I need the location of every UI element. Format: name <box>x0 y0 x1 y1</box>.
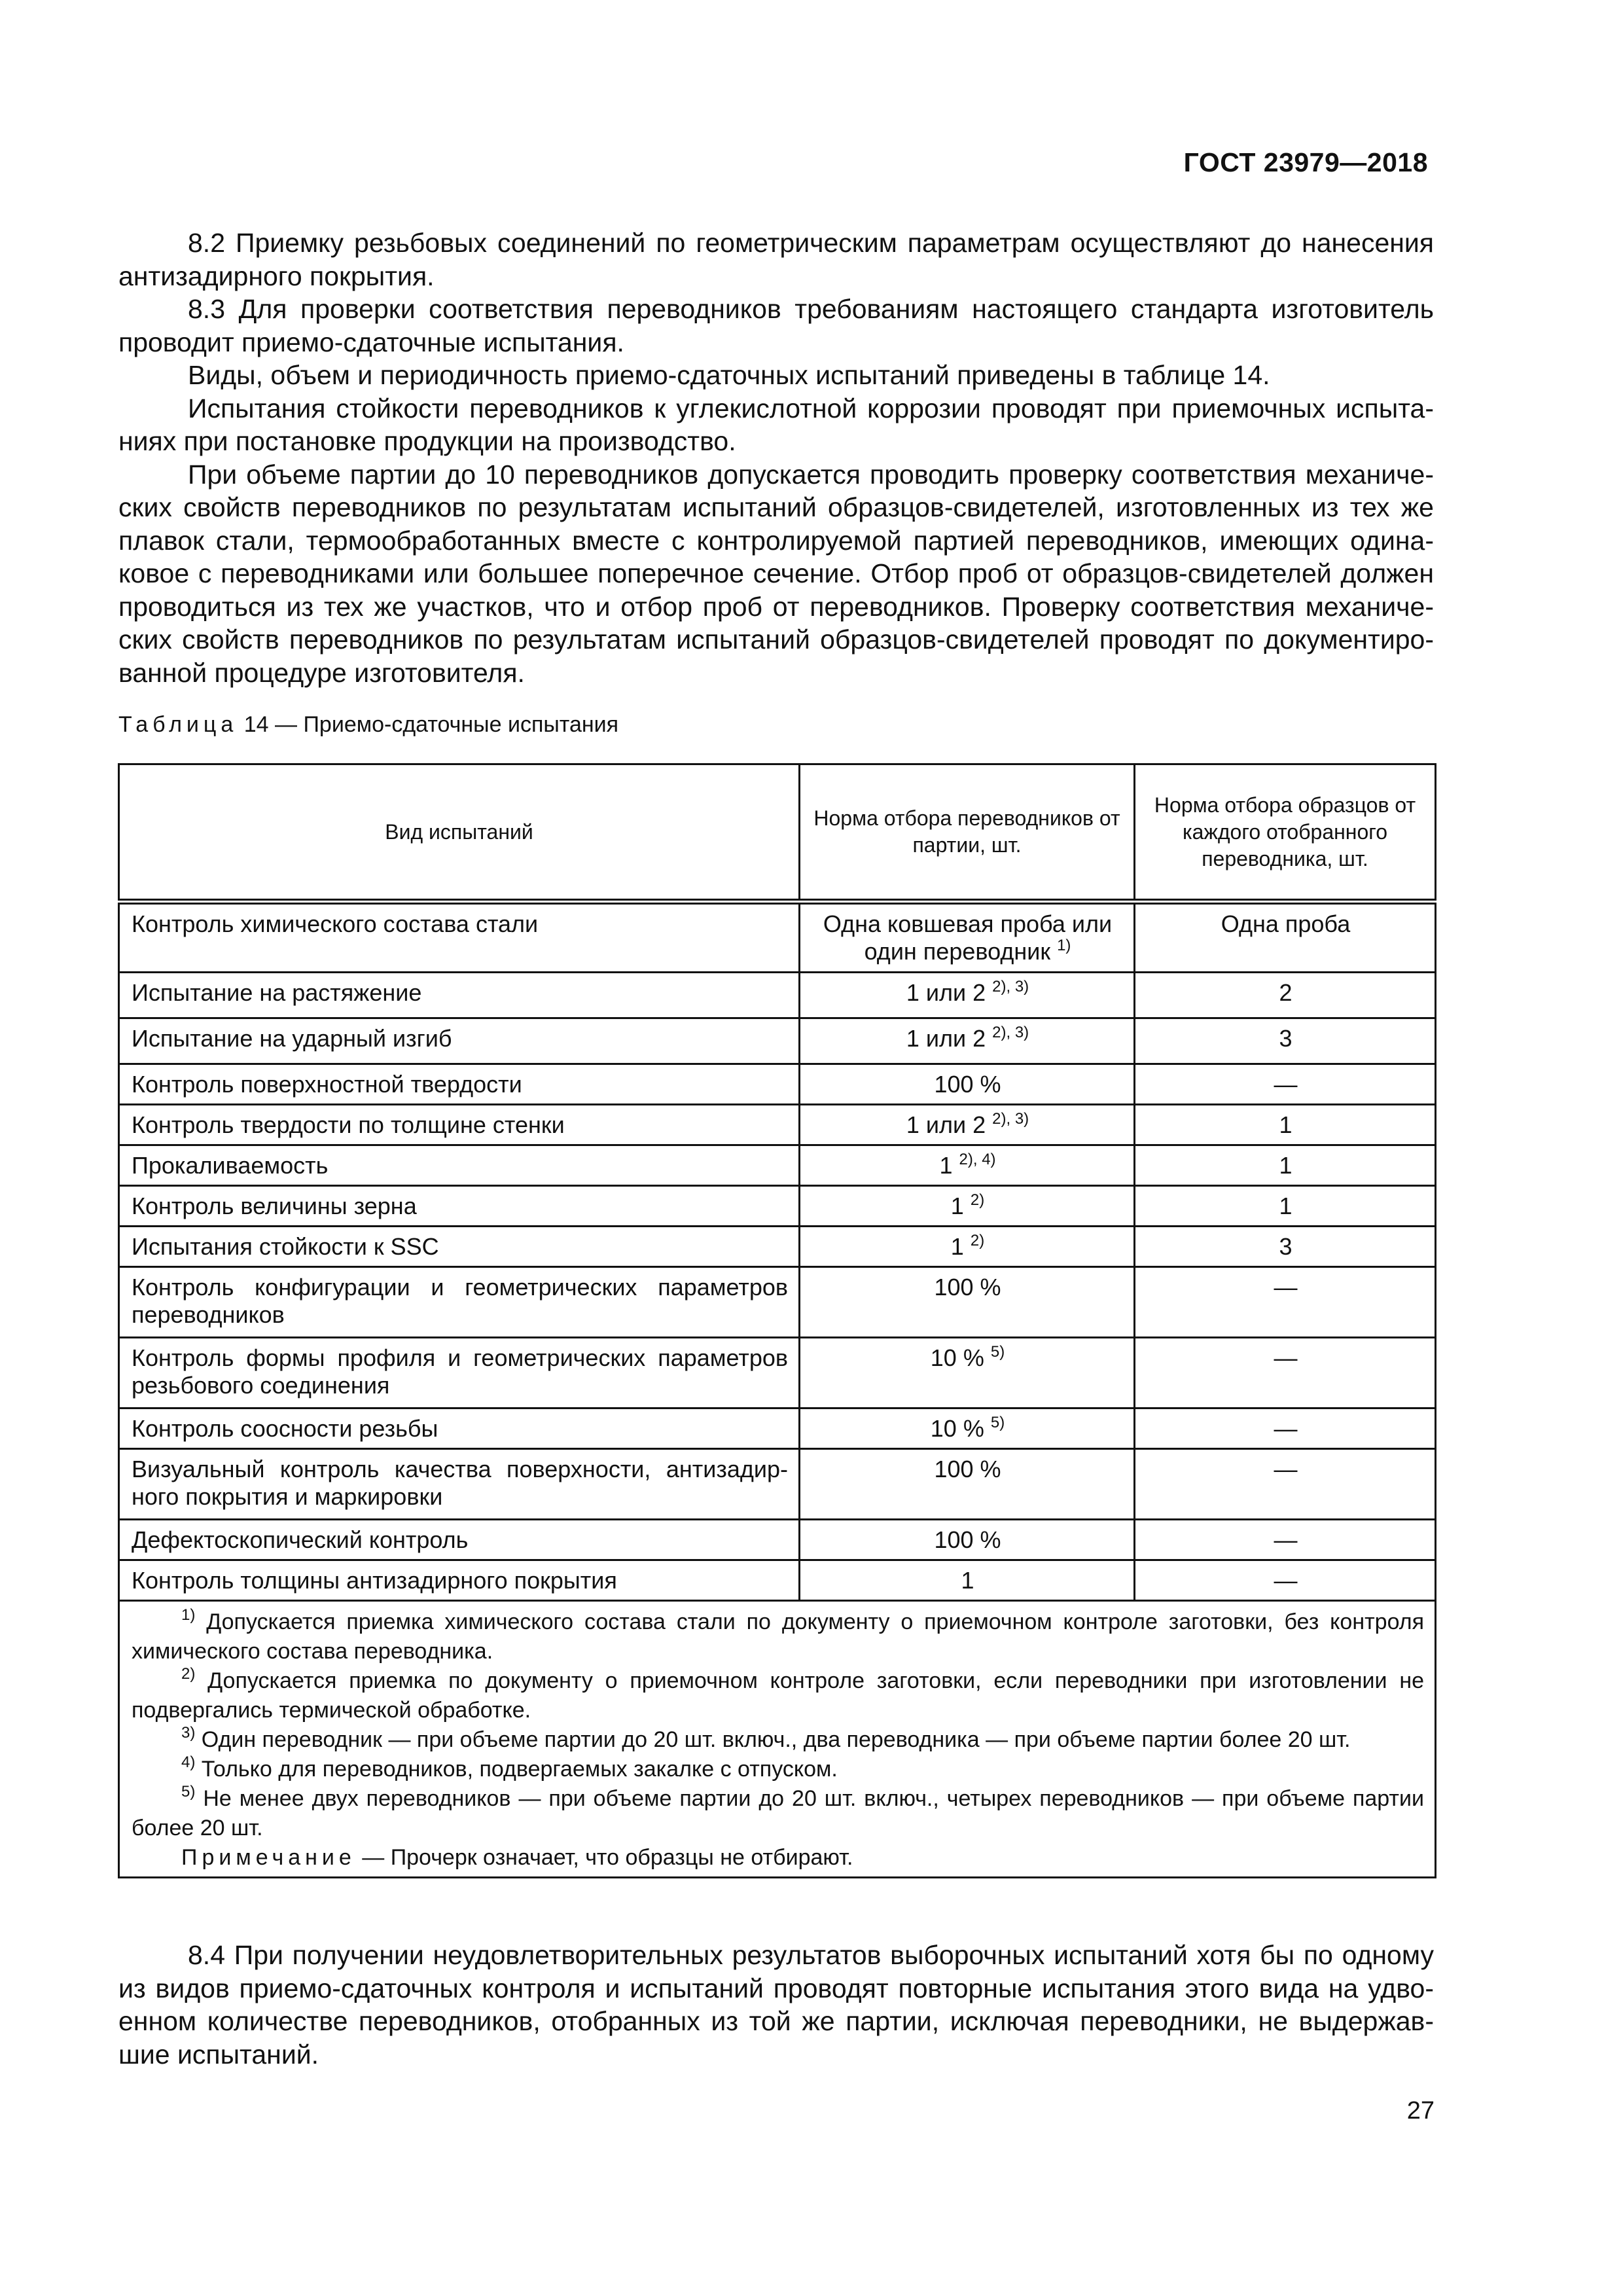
test-name: Визуальный контроль качества поверхности, антизадирного покрытия и маркировки <box>119 1449 800 1520</box>
per-item-norm: — <box>1135 1267 1436 1338</box>
test-name: Контроль формы профиля и геометрических параметров резьбового соединения <box>119 1338 800 1408</box>
table-row <box>119 1064 1436 1105</box>
table-row <box>119 1408 1436 1449</box>
header-per-lot: Норма отбора переводников от партии, шт. <box>800 764 1135 902</box>
header-test-type: Вид испытаний <box>119 764 800 902</box>
per-lot-norm: 1 <box>800 1560 1135 1601</box>
test-name: Контроль конфигурации и геометрических параметров переводников <box>119 1267 800 1338</box>
per-item-norm: 3 <box>1135 1018 1436 1064</box>
page-number: 27 <box>1406 2097 1435 2125</box>
test-name: Испытание на ударный изгиб <box>119 1018 800 1064</box>
table-caption <box>118 711 618 738</box>
test-name: Прокаливаемость <box>119 1145 800 1186</box>
test-name: Испытание на растяжение <box>119 973 800 1018</box>
paragraph-corrosion: Испытания стойкости переводников к углекислотной коррозии проводят при приемочных испытаниях при постановке продукции на производство. <box>118 393 1434 456</box>
table-header-row <box>119 764 1436 902</box>
per-item-norm: — <box>1135 1408 1436 1449</box>
table-row <box>119 1267 1436 1338</box>
footnote: $^{1)}$ Допускается приемка химического состава стали по документу о приемочном контроле заготовки, без контроля химического состава переводника. <box>132 1606 1424 1664</box>
per-lot-norm: 100 % <box>800 1064 1135 1105</box>
acceptance-tests-table <box>118 763 1436 1878</box>
per-item-norm: — <box>1135 1560 1436 1601</box>
per-item-norm: Одна проба <box>1135 902 1436 973</box>
per-lot-norm: 1 $^{2)}$ <box>800 1186 1135 1227</box>
table-caption-label: Таблица <box>118 712 238 737</box>
table-note: Примечание — Прочерк означает, что образцы не отбирают. <box>181 1845 853 1870</box>
per-lot-norm: 1 или 2 $^{2), 3)}$ <box>800 973 1135 1018</box>
per-item-norm: 1 <box>1135 1186 1436 1227</box>
per-lot-norm: 10 % $^{5)}$ <box>800 1338 1135 1408</box>
table-row <box>119 1338 1436 1408</box>
per-lot-norm: 1 $^{2), 4)}$ <box>800 1145 1135 1186</box>
test-name: Контроль химического состава стали <box>119 902 800 973</box>
per-lot-norm: 10 % $^{5)}$ <box>800 1408 1135 1449</box>
footnote: $^{4)}$ Только для переводников, подвергаемых закалке с отпуском. <box>181 1753 838 1782</box>
table-row <box>119 1227 1436 1267</box>
table-footnotes <box>119 1601 1436 1878</box>
per-item-norm: — <box>1135 1064 1436 1105</box>
per-lot-norm: 100 % <box>800 1520 1135 1560</box>
header-per-item: Норма отбора образцов от каждого отобранного переводника, шт. <box>1135 764 1436 902</box>
table-row <box>119 1105 1436 1145</box>
table-row <box>119 1018 1436 1064</box>
test-name: Контроль поверхностной твердости <box>119 1064 800 1105</box>
standard-id: ГОСТ 23979—2018 <box>1183 147 1428 177</box>
paragraph-8-2: 8.2 Приемку резьбовых соединений по геометрическим параметрам осуществляют до нанесения антизадирного покрытия. <box>118 228 1434 291</box>
test-name: Испытания стойкости к SSC <box>119 1227 800 1267</box>
per-lot-norm: 100 % <box>800 1267 1135 1338</box>
table-row <box>119 1145 1436 1186</box>
paragraph-witness-samples: При объеме партии до 10 переводников допускается проводить проверку соответствия механических свойств переводников по результатам испытаний образцов-свидетелей, изготовленных из тех же плавок стали, термообработанных вместе с контролируемой партией переводников, имеющих одинаковое с переводниками или большее поперечное сечение. Отбор проб от образцов-свидетелей должен проводиться из тех же участков, что и отбор проб от переводников. Проверку соответствия механических свойств переводников по результатам испытаний образцов-свидетелей проводят по документированной процедуре изготовителя. <box>118 459 1434 688</box>
per-item-norm: — <box>1135 1338 1436 1408</box>
table-row <box>119 1186 1436 1227</box>
per-lot-norm: Одна ковшевая проба или один переводник $^{1)}$ <box>800 902 1135 973</box>
table-caption-text: 14 — Приемо-сдаточные испытания <box>243 712 619 737</box>
per-item-norm: — <box>1135 1449 1436 1520</box>
test-name: Контроль твердости по толщине стенки <box>119 1105 800 1145</box>
per-item-norm: 1 <box>1135 1145 1436 1186</box>
test-name: Дефектоскопический контроль <box>119 1520 800 1560</box>
per-item-norm: — <box>1135 1520 1436 1560</box>
per-item-norm: 2 <box>1135 973 1436 1018</box>
intro-text <box>118 226 1434 689</box>
footnote: $^{3)}$ Один переводник — при объеме партии до 20 шт. включ., два переводника — при объеме партии более 20 шт. <box>181 1724 1351 1752</box>
paragraph-types: Виды, объем и периодичность приемо-сдаточных испытаний приведены в таблице 14. <box>188 360 1270 390</box>
footnote: $^{5)}$ Не менее двух переводников — при объеме партии до 20 шт. включ., четырех переводников — при объеме партии более 20 шт. <box>132 1783 1424 1840</box>
table-row <box>119 1560 1436 1601</box>
per-lot-norm: 1 или 2 $^{2), 3)}$ <box>800 1018 1135 1064</box>
paragraph-8-4: 8.4 При получении неудовлетворительных результатов выборочных испытаний хотя бы по одному из видов приемо-сдаточных контроля и испытаний проводят повторные испытания этого вида на удвоенном количестве переводников, отобранных из той же партии, исключая переводники, не выдержавшие испытаний. <box>118 1940 1434 2070</box>
closing-text <box>118 1939 1434 2071</box>
test-name: Контроль соосности резьбы <box>119 1408 800 1449</box>
table-footnotes-row <box>119 1601 1436 1878</box>
per-lot-norm: 1 $^{2)}$ <box>800 1227 1135 1267</box>
table-row <box>119 1449 1436 1520</box>
per-lot-norm: 100 % <box>800 1449 1135 1520</box>
per-item-norm: 1 <box>1135 1105 1436 1145</box>
test-name: Контроль толщины антизадирного покрытия <box>119 1560 800 1601</box>
test-name: Контроль величины зерна <box>119 1186 800 1227</box>
paragraph-8-3: 8.3 Для проверки соответствия переводников требованиям настоящего стандарта изготовитель проводит приемо-сдаточные испытания. <box>118 294 1434 357</box>
table-row <box>119 973 1436 1018</box>
per-item-norm: 3 <box>1135 1227 1436 1267</box>
per-lot-norm: 1 или 2 $^{2), 3)}$ <box>800 1105 1135 1145</box>
footnote: $^{2)}$ Допускается приемка по документу о приемочном контроле заготовки, если переводники при изготовлении не подвергались термической обработке. <box>132 1665 1425 1723</box>
table-row <box>119 1520 1436 1560</box>
table-row <box>119 902 1436 973</box>
